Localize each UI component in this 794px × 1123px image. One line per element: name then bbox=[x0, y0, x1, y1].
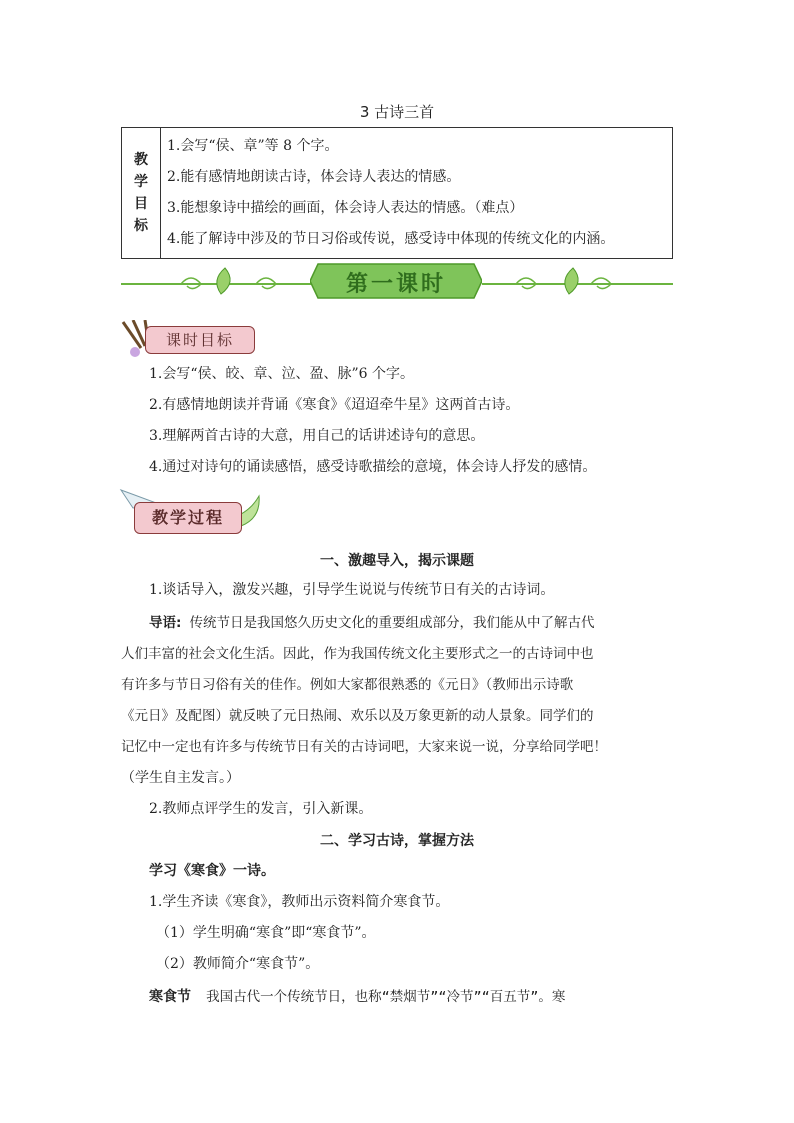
teaching-goals-label bbox=[122, 128, 161, 259]
lesson-goal-item: 3.理解两首古诗的大意，用自己的话讲述诗句的意思。 bbox=[149, 428, 485, 444]
intro-label: 导语: bbox=[149, 615, 182, 631]
section-heading: 一、激趣导入，揭示课题 bbox=[320, 553, 474, 569]
teaching-goal-item: 2.能有感情地朗读古诗，体会诗人表达的情感。 bbox=[167, 169, 461, 185]
teaching-goal-item: 3.能想象诗中描绘的画面，体会诗人表达的情感。（难点） bbox=[167, 200, 524, 216]
subheading: 学习《寒食》一诗。 bbox=[149, 863, 275, 879]
intro-line: 传统节日是我国悠久历史文化的重要组成部分，我们能从中了解古代 bbox=[189, 615, 595, 631]
teaching-goals-table bbox=[121, 127, 673, 259]
process-badge bbox=[134, 502, 242, 534]
lesson-banner bbox=[310, 262, 482, 300]
step-text: 1.学生齐读《寒食》，教师出示资料简介寒食节。 bbox=[149, 894, 450, 910]
intro-line: 人们丰富的社会文化生活。因此，作为我国传统文化主要形式之一的古诗词中也 bbox=[121, 646, 594, 662]
teaching-goal-item: 4.能了解诗中涉及的节日习俗或传说，感受诗中体现的传统文化的内涵。 bbox=[167, 231, 615, 247]
lesson-goal-item: 4.通过对诗句的诵读感悟，感受诗歌描绘的意境，体会诗人抒发的感情。 bbox=[149, 459, 597, 475]
lesson-goal-item: 1.会写“侯、皎、章、泣、盈、脉”6 个字。 bbox=[149, 366, 415, 382]
leaf-icon bbox=[217, 268, 230, 294]
term-label: 寒食节 bbox=[149, 989, 191, 1005]
leaf-icon bbox=[565, 268, 578, 294]
teaching-goals-label-text: 教学目标 bbox=[134, 152, 148, 234]
process-badge-text: 教学过程 bbox=[151, 508, 224, 527]
step-text: 2.教师点评学生的发言，引入新课。 bbox=[149, 801, 373, 817]
intro-line: 有许多与节日习俗有关的佳作。例如大家都很熟悉的《元日》（教师出示诗歌 bbox=[121, 677, 574, 693]
lesson-goal-item: 2.有感情地朗读并背诵《寒食》《迢迢牵牛星》这两首古诗。 bbox=[149, 397, 520, 413]
intro-line: 《元日》及配图）就反映了元日热闹、欢乐以及万象更新的动人景象。同学们的 bbox=[121, 708, 594, 724]
lesson-goals-badge-text: 课时目标 bbox=[165, 331, 234, 349]
intro-paragraph bbox=[121, 608, 673, 794]
lesson-goals-badge bbox=[145, 326, 255, 354]
step-text: （2）教师简介“寒食节”。 bbox=[156, 956, 320, 972]
section-heading: 二、学习古诗，掌握方法 bbox=[320, 833, 474, 849]
term-text: 我国古代一个传统节日，也称“禁烟节”“冷节”“百五节”。寒 bbox=[206, 989, 566, 1005]
intro-line: （学生自主发言。） bbox=[121, 770, 240, 786]
term-paragraph bbox=[149, 980, 565, 1013]
intro-line: 记忆中一定也有许多与传统节日有关的古诗词吧，大家来说一说，分享给同学吧！ bbox=[121, 739, 607, 755]
lesson-goals-list bbox=[149, 359, 596, 483]
lesson-banner-text: 第一课时 bbox=[345, 271, 446, 297]
step-text: （1）学生明确“寒食”即“寒食节”。 bbox=[156, 925, 376, 941]
teaching-goals-list bbox=[161, 128, 673, 259]
page-title: 3 古诗三首 bbox=[359, 103, 435, 121]
step-text: 1.谈话导入，激发兴趣，引导学生说说与传统节日有关的古诗词。 bbox=[149, 582, 555, 598]
teaching-goal-item: 1.会写“侯、章”等 8 个字。 bbox=[167, 138, 339, 154]
